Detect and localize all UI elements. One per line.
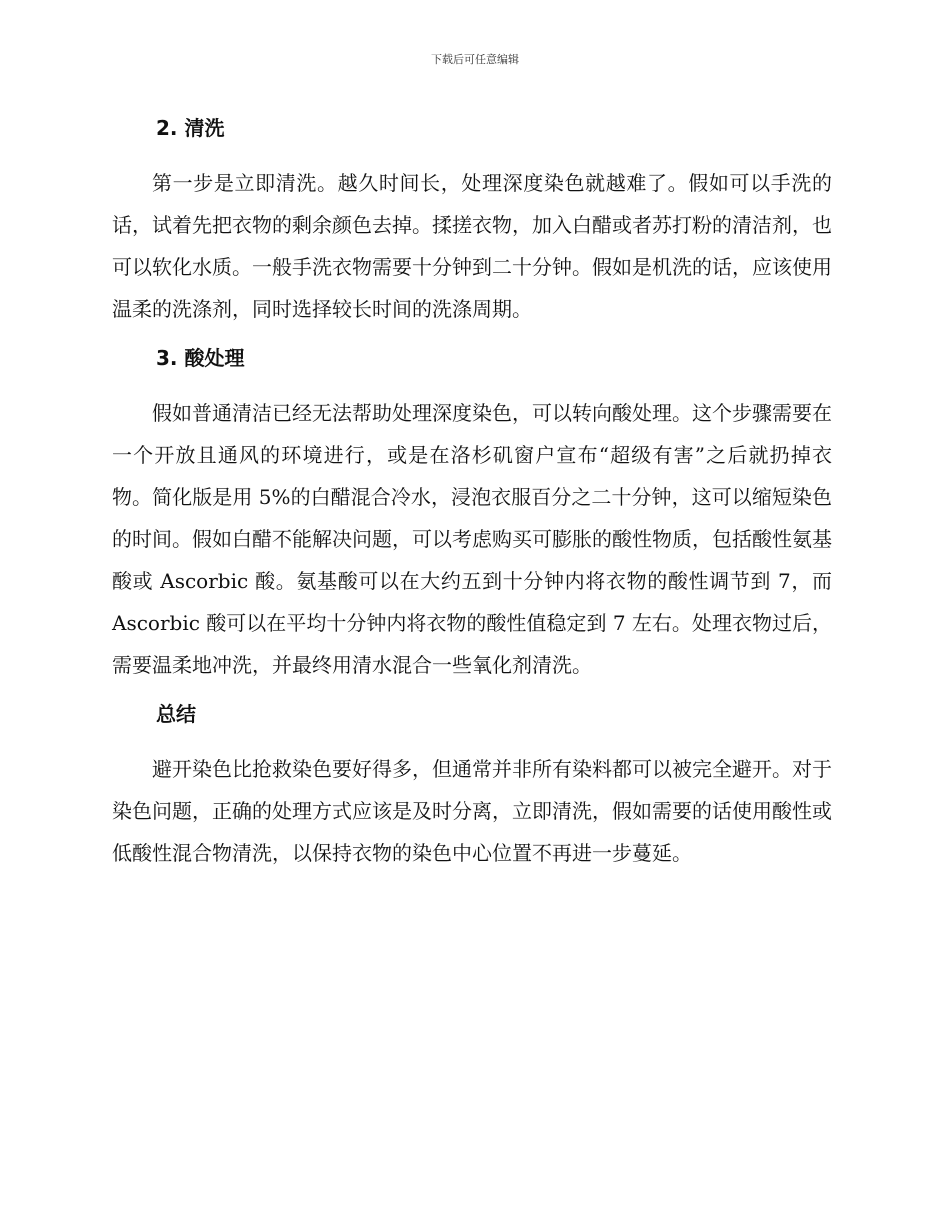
- page-header: 下载后可任意编辑: [431, 53, 519, 66]
- section-heading-summary: 总结: [156, 702, 196, 726]
- section-heading-cleaning: 2. 清洗: [156, 116, 225, 140]
- paragraph-cleaning: 第一步是立即清洗。越久时间长，处理深度染色就越难了。假如可以手洗的话，试着先把衣物的剩余颜色去掉。揉搓衣物，加入白醋或者苏打粉的清洁剂，也可以软化水质。一般手洗衣物需要十分钟到二十分钟。假如是机洗的话，应该使用温柔的洗涤剂，同时选择较长时间的洗涤周期。: [112, 171, 832, 321]
- paragraph-summary: 避开染色比抢救染色要好得多，但通常并非所有染料都可以被完全避开。对于染色问题，正确的处理方式应该是及时分离，立即清洗，假如需要的话使用酸性或低酸性混合物清洗，以保持衣物的染色中心位置不再进一步蔓延。: [112, 757, 832, 865]
- document-body: [112, 108, 832, 882]
- paragraph-acid-treatment: 假如普通清洁已经无法帮助处理深度染色，可以转向酸处理。这个步骤需要在一个开放且通风的环境进行，或是在洛杉矶窗户宣布“超级有害”之后就扔掉衣物。简化版是用 5%的白醋混合冷水，浸泡衣服百分之二十分钟，这可以缩短染色的时间。假如白醋不能解决问题，可以考虑购买可膨胀的酸性物质，包括酸性氨基酸或 Ascorbic 酸。氨基酸可以在大约五到十分钟内将衣物的酸性调节到 7，而 Ascorbic 酸可以在平均十分钟内将衣物的酸性值稳定到 7 左右。处理衣物过后，需要温柔地冲洗，并最终用清水混合一些氧化剂清洗。: [112, 401, 832, 677]
- section-heading-acid-treatment: 3. 酸处理: [156, 346, 245, 370]
